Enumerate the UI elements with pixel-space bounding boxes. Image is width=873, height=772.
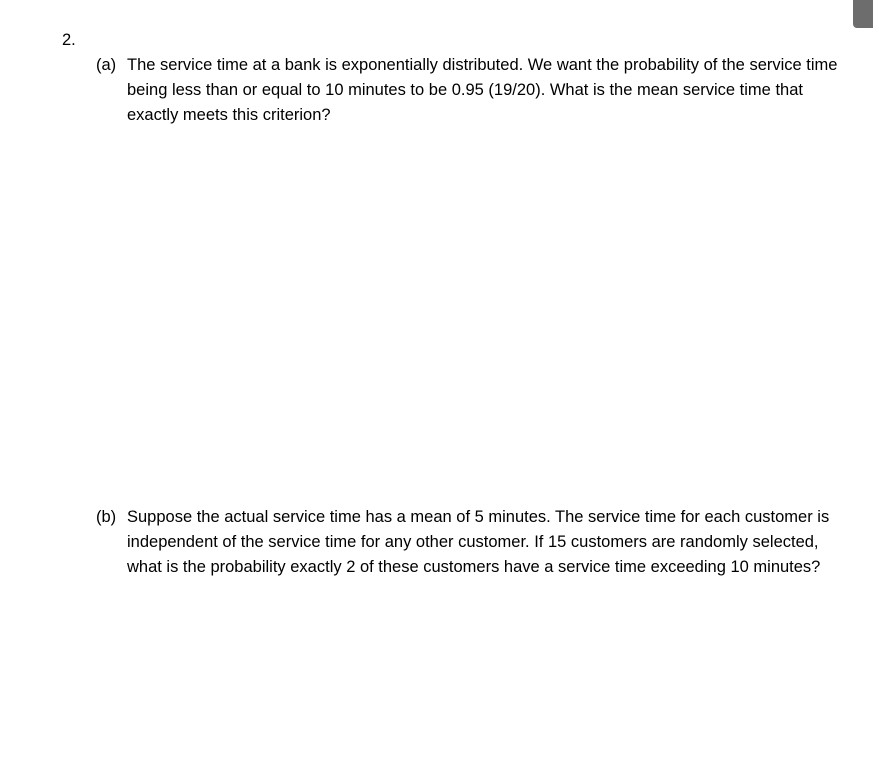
- part-b-text: Suppose the actual service time has a mean of 5 minutes. The service time for each customer is independent of the service time for any other customer. If 15 customers are randomly selected, what is the probability exactly 2 of these customers have a service time exceeding 10 minutes?: [127, 508, 830, 576]
- question-part-a: [96, 53, 856, 128]
- part-a-label: (a): [96, 56, 117, 74]
- part-a-text: The service time at a bank is exponentially distributed. We want the probability of the service time being less than or equal to 10 minutes to be 0.95 (19/20). What is the mean service time that exactly meets this criterion?: [127, 56, 838, 124]
- corner-tab: [853, 0, 873, 28]
- question-number: 2.: [62, 31, 76, 49]
- part-b-label: (b): [96, 508, 117, 526]
- question-part-b: [96, 505, 856, 580]
